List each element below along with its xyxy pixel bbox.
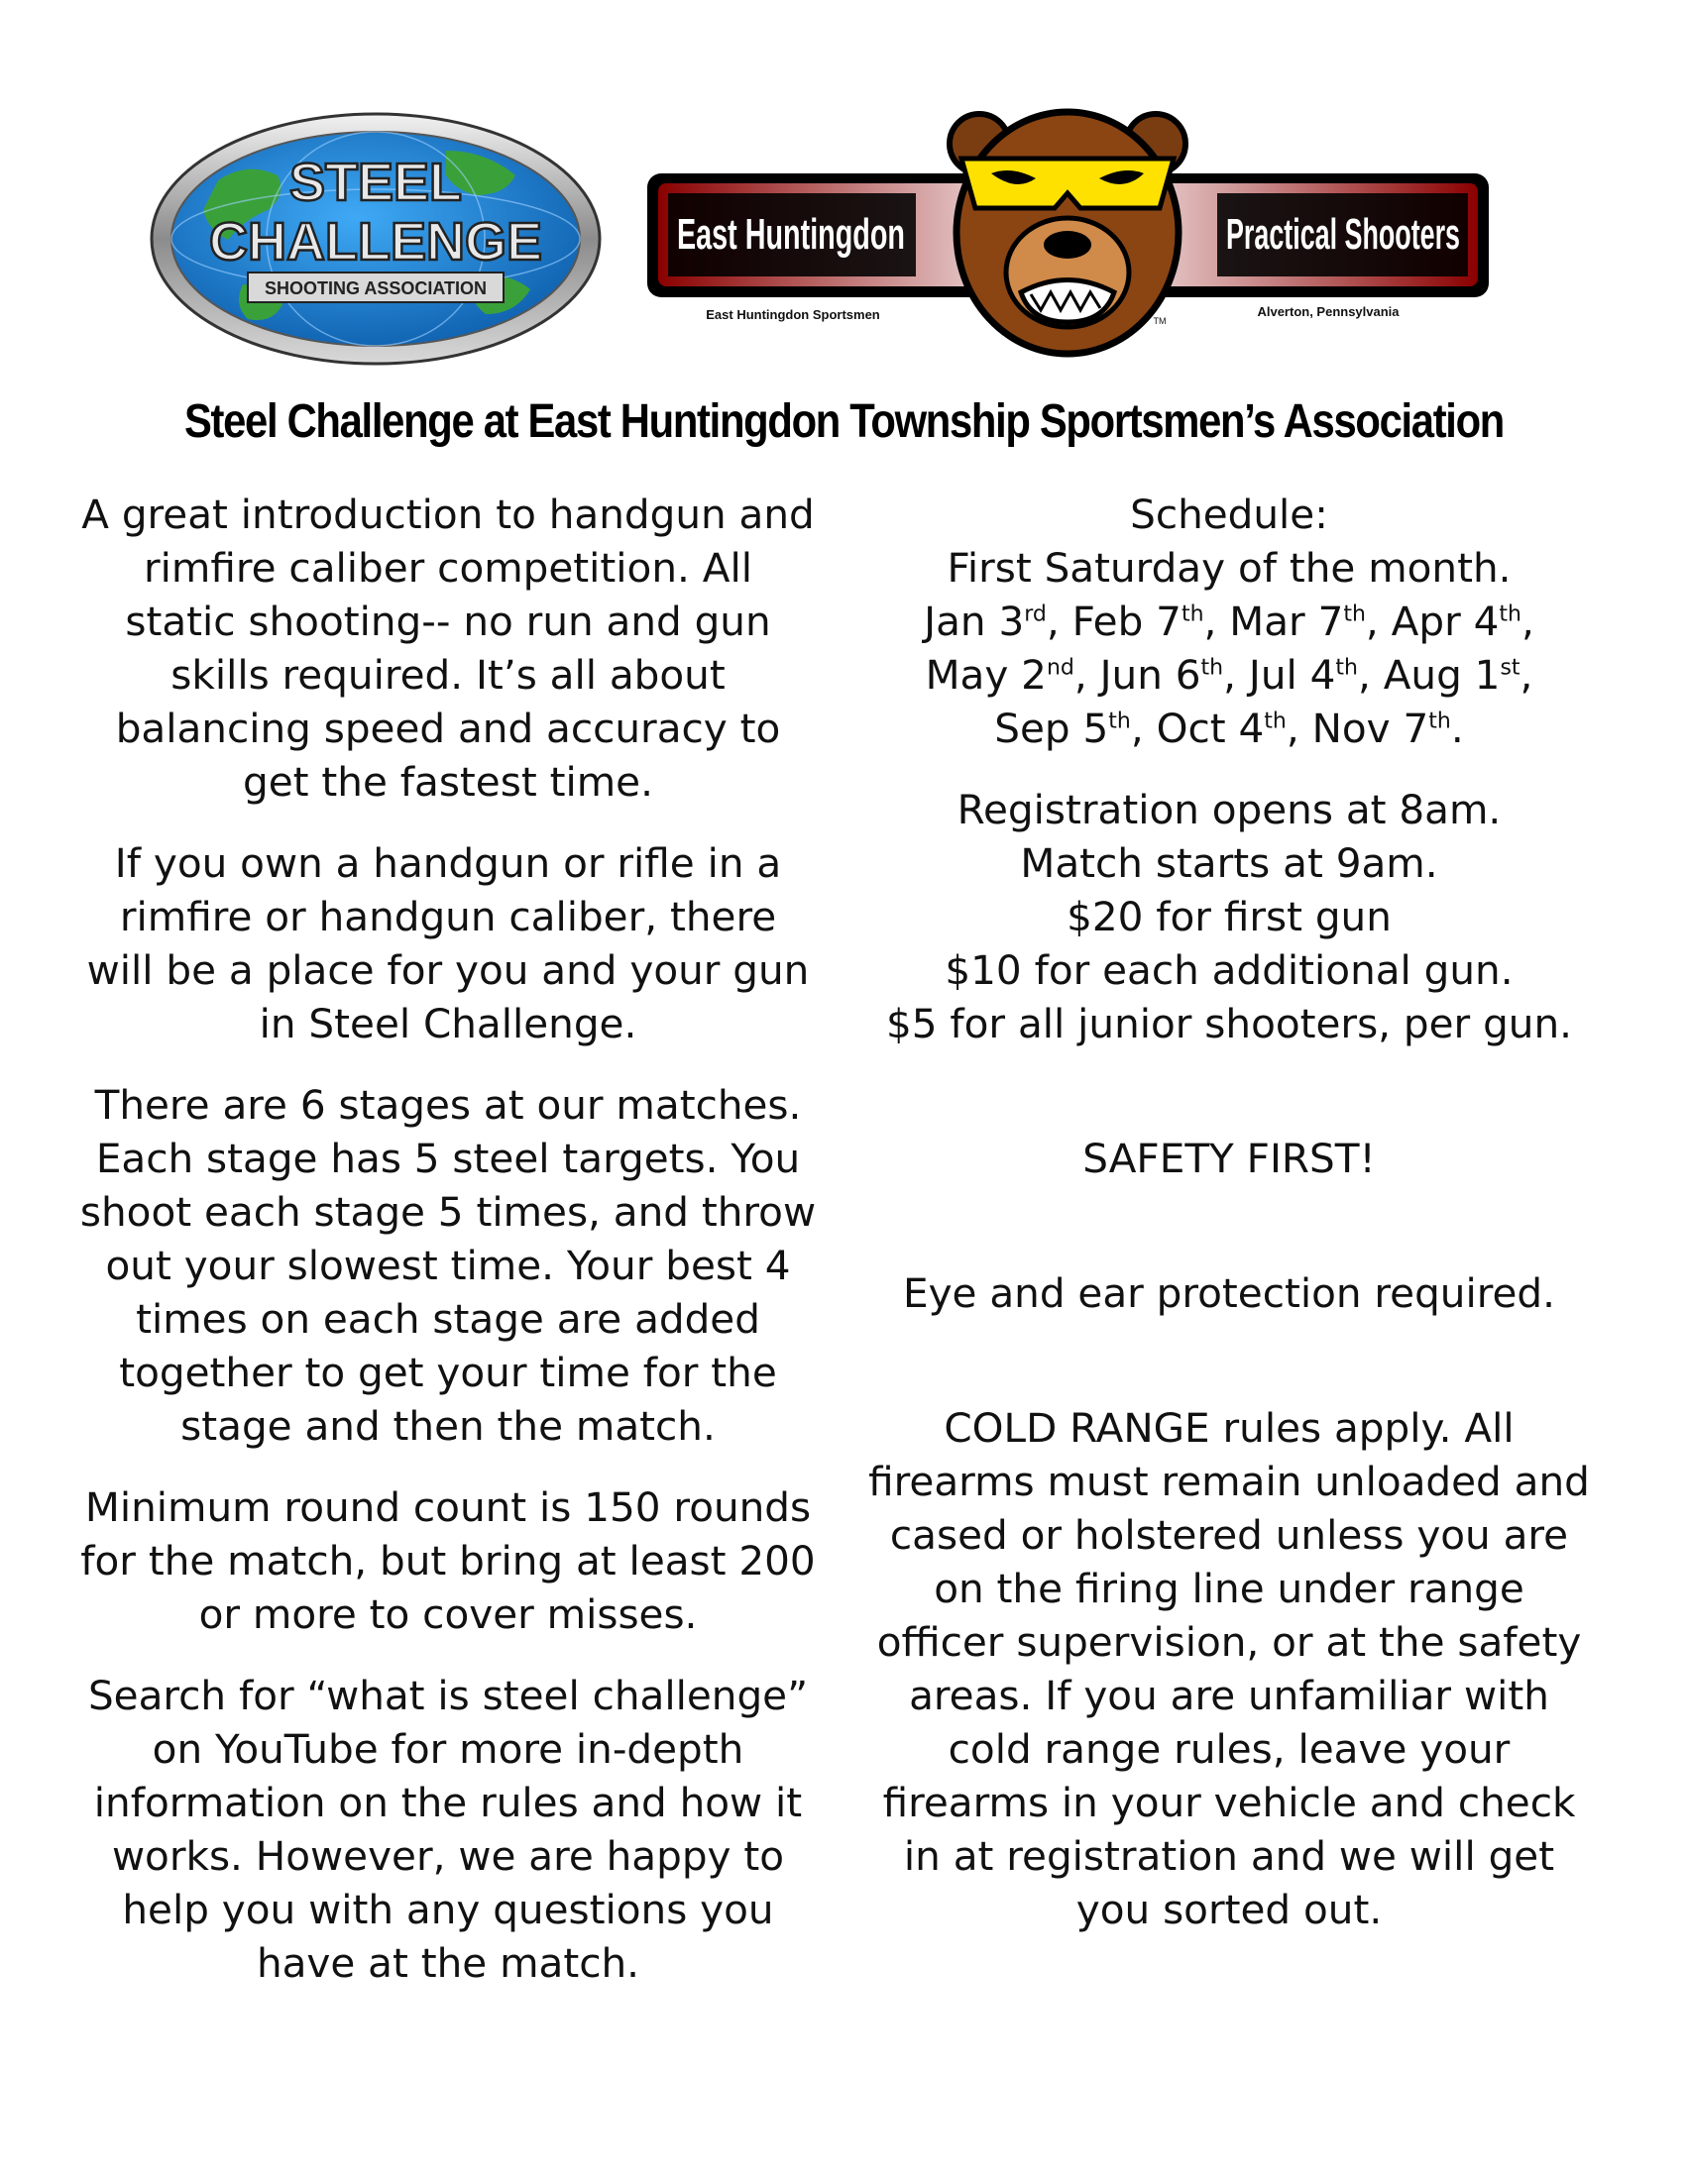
- schedule-subheading: First Saturday of the month.: [947, 544, 1512, 592]
- text-line: skills required. It’s all about: [170, 651, 726, 699]
- schedule-date: [994, 705, 1156, 752]
- schedule-date: [1392, 598, 1534, 645]
- text-line: on the firing line under range: [934, 1565, 1524, 1612]
- text-line: Minimum round count is 150 rounds: [84, 1483, 812, 1531]
- schedule-date-separator: ,: [1286, 705, 1312, 752]
- text-line: information on the rules and how it: [93, 1779, 803, 1826]
- text-line: in at registration and we will get: [903, 1832, 1555, 1880]
- ehps-right-sub: Alverton, Pennsylvania: [1257, 304, 1400, 319]
- text-line: Search for “what is steel challenge”: [87, 1672, 809, 1719]
- schedule-date-separator: ,: [1357, 651, 1384, 699]
- text-line: areas. If you are unfamiliar with: [909, 1672, 1549, 1719]
- schedule-date-day: Sep 5: [994, 705, 1109, 752]
- text-line: There are 6 stages at our matches.: [94, 1081, 802, 1129]
- steel-logo-line1: STEEL: [288, 153, 463, 212]
- schedule-block: [852, 488, 1606, 755]
- schedule-date: [1100, 651, 1249, 699]
- intro-paragraph: [71, 488, 825, 809]
- schedule-date: [1312, 705, 1464, 752]
- youtube-paragraph: [71, 1669, 825, 1990]
- text-line: will be a place for you and your gun: [86, 946, 810, 994]
- price-line: $10 for each additional gun.: [945, 946, 1514, 994]
- text-line: rimfire caliber competition. All: [144, 544, 752, 592]
- text-line: out your slowest time. Your best 4: [105, 1242, 791, 1289]
- text-line: have at the match.: [256, 1939, 640, 1987]
- schedule-date: [1249, 651, 1384, 699]
- schedule-date: [926, 651, 1100, 699]
- ehps-logo: [644, 104, 1492, 372]
- registration-block: [852, 783, 1606, 1050]
- price-line: $20 for first gun: [1067, 893, 1392, 940]
- text-line: Registration opens at 8am.: [957, 786, 1502, 833]
- text-line: rimfire or handgun caliber, there: [119, 893, 777, 940]
- price-line: $5 for all junior shooters, per gun.: [885, 1000, 1572, 1047]
- safety-heading: SAFETY FIRST!: [1082, 1135, 1376, 1182]
- schedule-date: [1072, 598, 1230, 645]
- schedule-date: [1229, 598, 1391, 645]
- schedule-date-separator: ,: [1203, 598, 1230, 645]
- right-column: [852, 488, 1606, 1936]
- protection-notice: Eye and ear protection required.: [902, 1269, 1555, 1317]
- schedule-date-ordinal: th: [1108, 709, 1131, 734]
- steel-logo-line2: CHALLENGE: [209, 212, 542, 272]
- steel-challenge-logo: [149, 111, 603, 367]
- text-line: shoot each stage 5 times, and throw: [79, 1188, 817, 1236]
- schedule-date-ordinal: th: [1264, 709, 1287, 734]
- schedule-date-ordinal: rd: [1024, 601, 1047, 627]
- page-title: Steel Challenge at East Huntingdon Township Sportsmen’s Association: [183, 395, 1505, 448]
- schedule-date-ordinal: st: [1500, 655, 1520, 681]
- text-line: balancing speed and accuracy to: [115, 705, 781, 752]
- schedule-date-day: Aug 1: [1383, 651, 1501, 699]
- schedule-date-separator: ,: [1130, 705, 1157, 752]
- schedule-date-day: Oct 4: [1156, 705, 1265, 752]
- schedule-date-separator: ,: [1073, 651, 1100, 699]
- schedule-date-separator: ,: [1520, 598, 1534, 645]
- text-line: you sorted out.: [1075, 1886, 1383, 1933]
- schedule-date-separator: ,: [1046, 598, 1072, 645]
- schedule-date-ordinal: th: [1181, 601, 1204, 627]
- round-count-paragraph: [71, 1480, 825, 1641]
- schedule-date-day: Jun 6: [1099, 651, 1201, 699]
- text-line: Each stage has 5 steel targets. You: [95, 1135, 801, 1182]
- schedule-date-ordinal: th: [1200, 655, 1224, 681]
- ehps-left-text: East Huntingdon: [677, 210, 905, 259]
- schedule-dates-line: [926, 651, 1533, 699]
- bear-mascot-icon: [950, 112, 1185, 354]
- text-line: for the match, but bring at least 200: [80, 1537, 816, 1584]
- text-line: Match starts at 9am.: [1020, 839, 1438, 887]
- schedule-date: [924, 598, 1071, 645]
- text-line: or more to cover misses.: [198, 1590, 698, 1638]
- schedule-date-ordinal: th: [1335, 655, 1358, 681]
- stages-paragraph: [71, 1078, 825, 1453]
- text-line: works. However, we are happy to: [111, 1832, 785, 1880]
- schedule-date-ordinal: th: [1428, 709, 1451, 734]
- text-line: help you with any questions you: [122, 1886, 774, 1933]
- steel-logo-banner: SHOOTING ASSOCIATION: [264, 278, 488, 298]
- schedule-date-day: Nov 7: [1311, 705, 1429, 752]
- text-line: cased or holstered unless you are: [889, 1511, 1569, 1559]
- cold-range-paragraph: [852, 1401, 1606, 1936]
- schedule-date-day: Jul 4: [1248, 651, 1336, 699]
- text-line: firearms must remain unloaded and: [868, 1458, 1590, 1505]
- schedule-date-ordinal: th: [1499, 601, 1521, 627]
- schedule-date-separator: ,: [1223, 651, 1249, 699]
- eligibility-paragraph: [71, 836, 825, 1050]
- text-line: A great introduction to handgun and: [81, 491, 815, 538]
- text-line: in Steel Challenge.: [259, 1000, 637, 1047]
- schedule-date: [1384, 651, 1533, 699]
- text-line: static shooting-- no run and gun: [125, 598, 771, 645]
- text-line: times on each stage are added: [136, 1295, 760, 1343]
- schedule-dates-line: [924, 598, 1534, 645]
- text-line: get the fastest time.: [243, 758, 653, 806]
- schedule-date: [1157, 705, 1312, 752]
- schedule-date-ordinal: th: [1343, 601, 1366, 627]
- schedule-date-day: Apr 4: [1391, 598, 1500, 645]
- schedule-dates-line: [994, 705, 1463, 752]
- text-line: If you own a handgun or rifle in a: [114, 839, 782, 887]
- schedule-date-ordinal: nd: [1046, 655, 1074, 681]
- ehps-tm: TM: [1153, 316, 1167, 326]
- text-line: COLD RANGE rules apply. All: [944, 1404, 1515, 1452]
- schedule-date-separator: .: [1450, 705, 1464, 752]
- text-line: on YouTube for more in-depth: [152, 1725, 744, 1773]
- text-line: stage and then the match.: [180, 1402, 716, 1450]
- schedule-date-day: Mar 7: [1229, 598, 1344, 645]
- ehps-left-sub: East Huntingdon Sportsmen: [706, 307, 880, 322]
- left-column: [71, 488, 825, 1990]
- schedule-date-day: May 2: [925, 651, 1047, 699]
- schedule-heading: Schedule:: [1130, 491, 1328, 538]
- schedule-date-day: Jan 3: [924, 598, 1025, 645]
- schedule-date-day: Feb 7: [1071, 598, 1182, 645]
- schedule-date-separator: ,: [1519, 651, 1533, 699]
- schedule-date-separator: ,: [1365, 598, 1392, 645]
- text-line: cold range rules, leave your: [948, 1725, 1511, 1773]
- text-line: firearms in your vehicle and check: [882, 1779, 1576, 1826]
- ehps-right-text: Practical Shooters: [1226, 210, 1460, 259]
- text-line: officer supervision, or at the safety: [876, 1618, 1582, 1666]
- text-line: together to get your time for the: [119, 1349, 777, 1396]
